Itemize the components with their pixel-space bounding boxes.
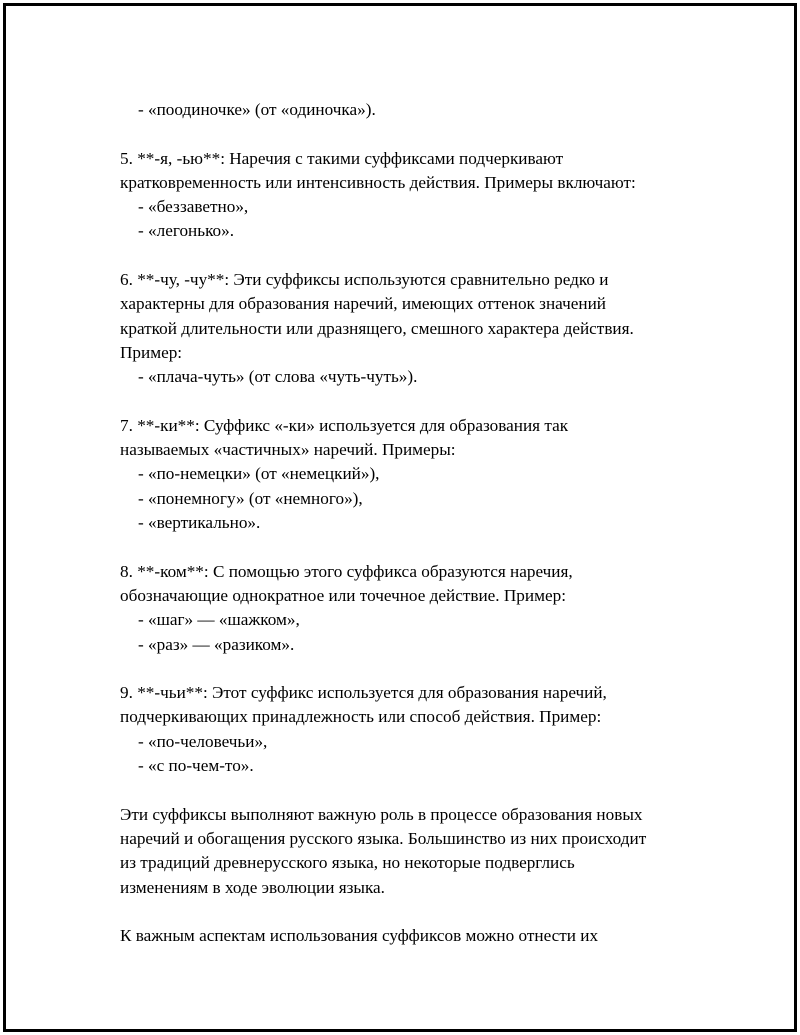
list-item: - «раз» — «разиком». xyxy=(138,634,295,654)
paragraph-line: 5. **-я, -ью**: Наречия с такими суффиксами подчеркивают xyxy=(120,148,564,168)
list-item: - «по-человечьи», xyxy=(138,731,268,751)
paragraph-line: Пример: xyxy=(120,342,183,362)
list-item: - «по-немецки» (от «немецкий»), xyxy=(138,464,380,484)
blank-line xyxy=(120,657,710,681)
list-item: - «беззаветно», xyxy=(138,197,249,217)
paragraph-line: изменениям в ходе эволюции языка. xyxy=(120,877,385,897)
paragraph-line: Эти суффиксы выполняют важную роль в процессе образования новых xyxy=(120,804,643,824)
blank-line xyxy=(120,535,710,559)
paragraph-line: краткой длительности или дразнящего, смешного характера действия. xyxy=(120,318,634,338)
list-item: - «понемногу» (от «немного»), xyxy=(138,488,363,508)
paragraph-line: К важным аспектам использования суффиксов можно отнести их xyxy=(120,926,599,946)
list-item: - «вертикально». xyxy=(138,513,261,533)
list-item: - «с по-чем-то». xyxy=(138,756,254,776)
paragraph-line: называемых «частичных» наречий. Примеры: xyxy=(120,440,456,460)
paragraph-line: характерны для образования наречий, имеющих оттенок значений xyxy=(120,294,606,314)
blank-line xyxy=(120,778,710,802)
paragraph-line: кратковременность или интенсивность действия. Примеры включают: xyxy=(120,172,636,192)
paragraph-line: 6. **-чу, -чу**: Эти суффиксы используются сравнительно редко и xyxy=(120,270,609,290)
document-text xyxy=(120,98,710,948)
paragraph-line: обозначающие однократное или точечное действие. Пример: xyxy=(120,585,566,605)
page-frame xyxy=(3,3,797,1032)
blank-line xyxy=(120,244,710,268)
paragraph-line: 8. **-ком**: С помощью этого суффикса образуются наречия, xyxy=(120,561,573,581)
list-item: - «поодиночке» (от «одиночка»). xyxy=(138,100,376,119)
paragraph-line: наречий и обогащения русского языка. Большинство из них происходит xyxy=(120,828,647,848)
paragraph-line: подчеркивающих принадлежность или способ действия. Пример: xyxy=(120,707,602,727)
paragraph-line: 9. **-чьи**: Этот суффикс используется для образования наречий, xyxy=(120,683,607,703)
blank-line xyxy=(120,390,710,414)
paragraph-line: 7. **-ки**: Суффикс «-ки» используется для образования так xyxy=(120,415,569,435)
paragraph-line: из традиций древнерусского языка, но некоторые подверглись xyxy=(120,853,575,873)
blank-line xyxy=(120,900,710,924)
list-item: - «плача-чуть» (от слова «чуть-чуть»). xyxy=(138,367,418,387)
list-item: - «шаг» — «шажком», xyxy=(138,610,300,630)
blank-line xyxy=(120,122,710,146)
list-item: - «легонько». xyxy=(138,221,235,241)
